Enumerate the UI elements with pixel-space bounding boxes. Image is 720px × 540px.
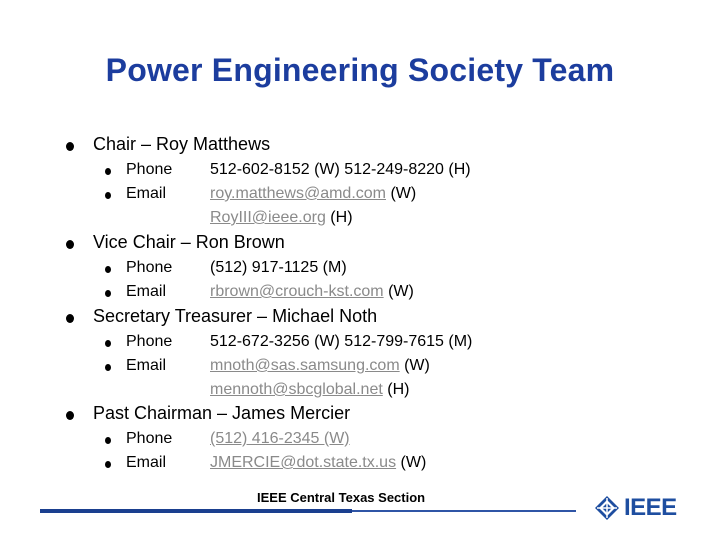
email-link[interactable]: mennoth@sbcglobal.net	[210, 381, 383, 398]
email-entry	[210, 357, 430, 375]
bullet-icon	[105, 266, 111, 273]
bullet-icon	[66, 314, 74, 323]
phone-label: Phone	[126, 430, 173, 447]
section-heading: Past Chairman – James Mercier	[93, 403, 351, 423]
email-entry	[210, 209, 353, 227]
ieee-logo	[594, 495, 680, 521]
bullet-icon	[105, 192, 111, 199]
phone-label: Phone	[126, 259, 173, 276]
phone-value: 512-602-8152 (W) 512-249-8220 (H)	[210, 161, 471, 178]
bullet-icon	[66, 411, 74, 420]
email-entry	[210, 185, 416, 203]
phone-value: 512-672-3256 (W) 512-799-7615 (M)	[210, 333, 473, 350]
ieee-diamond-icon	[594, 495, 620, 521]
bullet-icon	[105, 340, 111, 347]
section-heading: Vice Chair – Ron Brown	[93, 232, 285, 252]
bullet-icon	[66, 142, 74, 151]
footer-rule	[40, 509, 352, 513]
bullet-icon	[105, 437, 111, 444]
email-entry	[210, 283, 414, 301]
bullet-icon	[105, 461, 111, 468]
phone-label: Phone	[126, 333, 173, 350]
slide-title: Power Engineering Society Team	[105, 52, 615, 88]
email-suffix: (H)	[325, 209, 353, 226]
email-link[interactable]: rbrown@crouch-kst.com	[210, 283, 384, 300]
email-label: Email	[126, 283, 167, 300]
email-label: Email	[126, 454, 167, 471]
email-link[interactable]: JMERCIE@dot.state.tx.us	[210, 454, 397, 471]
section-heading: Secretary Treasurer – Michael Noth	[93, 306, 378, 326]
email-label: Email	[126, 185, 167, 202]
email-suffix: (W)	[386, 185, 417, 202]
email-suffix: (H)	[382, 381, 410, 398]
bullet-icon	[105, 290, 111, 297]
phone-label: Phone	[126, 161, 173, 178]
email-link[interactable]: RoyIII@ieee.org	[210, 209, 326, 226]
email-suffix: (W)	[383, 283, 414, 300]
phone-value[interactable]: (512) 416-2345 (W)	[210, 430, 350, 447]
ieee-logo-text: IEEE	[624, 494, 677, 521]
email-suffix: (W)	[396, 454, 427, 471]
email-link[interactable]: mnoth@sas.samsung.com	[210, 357, 400, 374]
email-entry	[210, 381, 409, 399]
footer-section-name: IEEE Central Texas Section	[257, 490, 426, 505]
email-link[interactable]: roy.matthews@amd.com	[210, 185, 386, 202]
email-suffix: (W)	[399, 357, 430, 374]
bullet-icon	[105, 168, 111, 175]
bullet-icon	[105, 364, 111, 371]
phone-value: (512) 917-1125 (M)	[210, 259, 347, 276]
bullet-icon	[66, 240, 74, 249]
email-entry	[210, 454, 426, 472]
email-label: Email	[126, 357, 167, 374]
footer-rule-thin	[352, 510, 576, 512]
section-heading: Chair – Roy Matthews	[93, 134, 271, 154]
